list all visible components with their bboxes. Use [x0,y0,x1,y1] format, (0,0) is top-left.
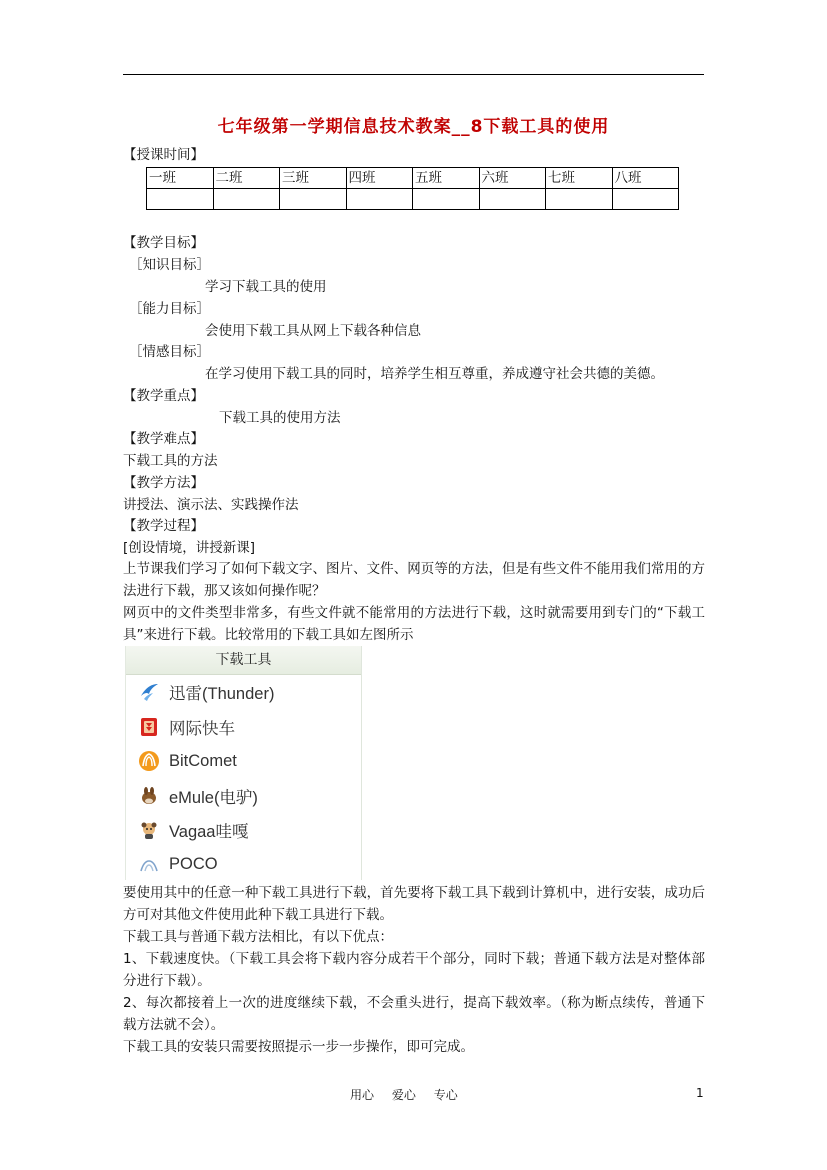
time-cell [413,189,480,210]
knowledge-goal-label: ［知识目标］ [129,257,210,273]
tool-name: POCO [169,855,218,874]
schedule-heading: 【授课时间】 [123,147,204,163]
tools-panel-header: 下载工具 [126,646,361,675]
tool-item-poco[interactable] [126,848,361,881]
tool-item-bitcomet[interactable] [126,744,361,779]
time-cell [346,189,413,210]
after-paragraph-2: 下载工具与普通下载方法相比，有以下优点： [123,929,393,945]
tool-name: Vagaa哇嘎 [169,823,249,842]
class-cell: 四班 [346,168,413,189]
emule-donkey-icon [138,785,160,807]
class-schedule-table [146,167,679,210]
key-point-heading: 【教学重点】 [123,388,204,404]
class-time-row [147,189,679,210]
footer-word: 专心 [433,1088,458,1102]
tool-item-emule[interactable] [126,779,361,814]
class-cell: 七班 [546,168,613,189]
process-heading: 【教学过程】 [123,518,204,534]
class-cell: 六班 [479,168,546,189]
advantage-point-2: 2、每次都接着上一次的进度继续下载，不会重头进行，提高下载效率。（称为断点续传，普通下载方法就不会）。 [123,995,705,1033]
after-paragraph-3: 下载工具的安装只需要按照提示一步一步操作，即可完成。 [123,1039,474,1055]
goals-heading: 【教学目标】 [123,235,204,251]
class-cell: 三班 [280,168,347,189]
footer-word: 爱心 [391,1088,416,1102]
emotion-goal-label: ［情感目标］ [129,344,210,360]
tool-item-thunder[interactable] [126,675,361,710]
time-cell [213,189,280,210]
time-cell [280,189,347,210]
ability-goal-label: ［能力目标］ [129,301,210,317]
class-names-row [147,168,679,189]
document-title: 七年级第一学期信息技术教案__8下载工具的使用 [217,117,610,137]
tool-item-vagaa[interactable] [126,813,361,848]
tool-item-flashget[interactable] [126,710,361,745]
after-paragraph-1: 要使用其中的任意一种下载工具进行下载，首先要将下载工具下载到计算机中，进行安装，成功后方可对其他文件使用此种下载工具进行下载。 [123,885,705,923]
class-cell: 二班 [213,168,280,189]
difficulty-heading: 【教学难点】 [123,431,204,447]
thunder-bird-icon [138,681,160,703]
tool-name: 迅雷(Thunder) [169,685,275,704]
class-cell: 八班 [612,168,679,189]
poco-icon [138,854,160,876]
class-cell: 一班 [147,168,214,189]
advantage-point-1: 1、下载速度快。（下载工具会将下载内容分成若干个部分，同时下载；普通下载方法是对整体部分进行下载）。 [123,951,705,989]
process-paragraph-1: 上节课我们学习了如何下载文字、图片、文件、网页等的方法，但是有些文件不能用我们常用的方法进行下载，那又该如何操作呢？ [123,561,705,599]
download-tools-panel [125,646,362,880]
time-cell [612,189,679,210]
header-rule [123,74,704,75]
tool-name: 网际快车 [169,719,235,738]
footer-word: 用心 [350,1088,375,1102]
tool-name: BitComet [169,751,237,770]
time-cell [147,189,214,210]
ability-goal-text: 会使用下载工具从网上下载各种信息 [205,323,421,339]
knowledge-goal-text: 学习下载工具的使用 [205,279,327,295]
flashget-icon [138,716,160,738]
process-paragraph-2: 网页中的文件类型非常多，有些文件就不能常用的方法进行下载，这时就需要用到专门的“下载工具”来进行下载。比较常用的下载工具如左图所示 [123,605,705,643]
time-cell [546,189,613,210]
method-heading: 【教学方法】 [123,475,204,491]
method-text: 讲授法、演示法、实践操作法 [123,497,299,513]
key-point-text: 下载工具的使用方法 [219,410,341,426]
class-cell: 五班 [413,168,480,189]
time-cell [479,189,546,210]
bitcomet-icon [138,750,160,772]
process-subheading: [创设情境，讲授新课] [123,540,256,556]
tool-name: eMule(电驴) [169,788,258,807]
difficulty-text: 下载工具的方法 [123,453,218,469]
emotion-goal-text: 在学习使用下载工具的同时，培养学生相互尊重，养成遵守社会共德的美德。 [205,366,664,382]
page-footer [350,1086,472,1103]
page-number: 1 [696,1086,704,1100]
vagaa-icon [138,819,160,841]
